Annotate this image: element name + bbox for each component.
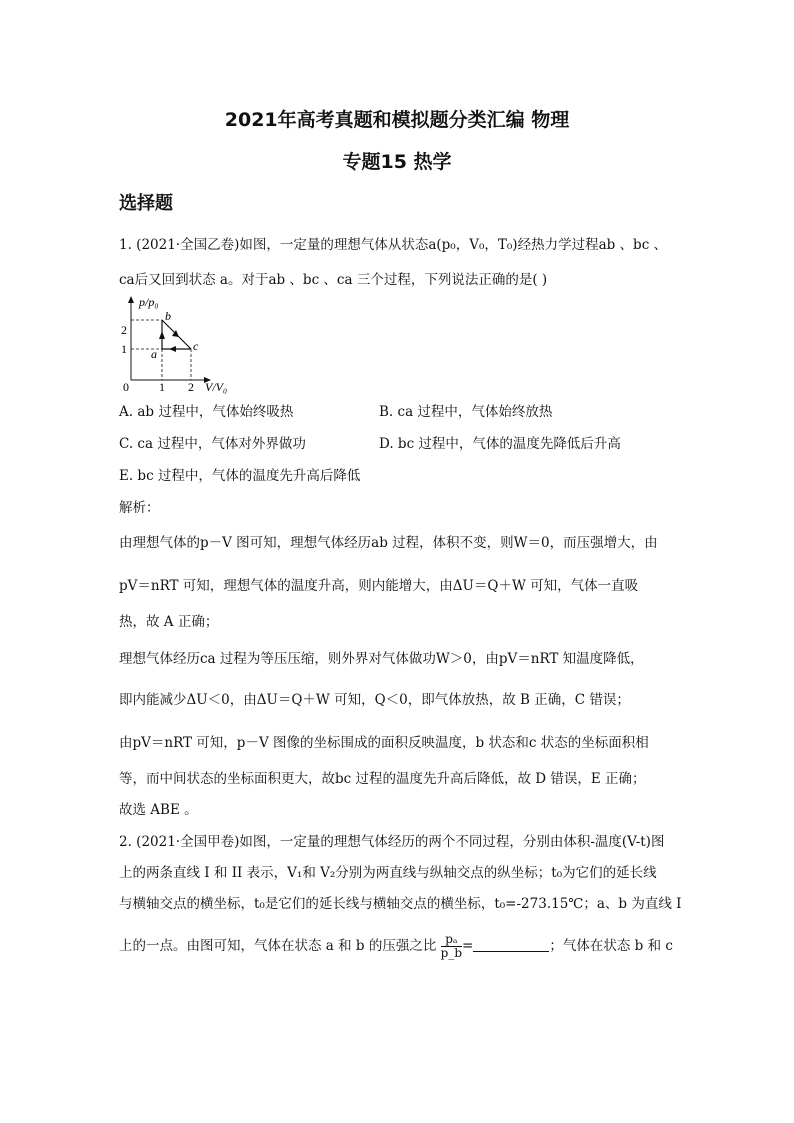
q2-line-4 — [119, 933, 673, 960]
answer-blank[interactable] — [473, 937, 549, 952]
x-tick-2: 2 — [188, 380, 194, 394]
analysis-line-7: 等，而中间状态的坐标面积更大，故bc 过程的温度先升高后降低，故 D 错误，E 正确； — [119, 771, 646, 787]
point-a-label: a — [151, 347, 157, 361]
analysis-line-5: 即内能减少ΔU＜0，由ΔU＝Q＋W 可知，Q＜0，即气体放热，故 B 正确，C 错误； — [119, 692, 630, 708]
point-b-label: b — [165, 309, 171, 323]
analysis-line-3: 热，故 A 正确； — [119, 614, 219, 630]
q2-line-3: 与横轴交点的横坐标，t₀是它们的延长线与横轴交点的横坐标，t₀=-273.15℃；a、b 为直线 I — [119, 896, 682, 912]
q2-line-4-start: 上的一点。由图可知，气体在状态 a 和 b 的压强之比 — [119, 938, 437, 954]
option-c: C. ca 过程中，气体对外界做功 — [119, 436, 306, 452]
q2-equals: = — [462, 938, 474, 954]
pressure-ratio-fraction — [441, 933, 462, 960]
y-axis-label: p/p₀ — [139, 295, 159, 309]
q1-line-1: 1. (2021·全国乙卷)如图，一定量的理想气体从状态a(p₀，V₀，T₀)经热力学过程ab 、bc 、 — [119, 237, 668, 253]
fraction-denominator: p_b — [440, 946, 463, 960]
option-e: E. bc 过程中，气体的温度先升高后降低 — [119, 468, 361, 484]
option-d: D. bc 过程中，气体的温度先降低后升高 — [379, 436, 621, 452]
q2-line-2: 上的两条直线 I 和 II 表示，V₁和 V₂分别为两直线与纵轴交点的纵坐标；t₀为它们的延长线 — [119, 865, 657, 881]
section-heading: 选择题 — [119, 193, 173, 214]
pv-graph — [112, 292, 252, 398]
q2-line-4-end: ；气体在状态 b 和 c — [549, 938, 673, 954]
option-a: A. ab 过程中，气体始终吸热 — [119, 404, 294, 420]
analysis-line-6: 由pV＝nRT 可知，p－V 图像的坐标围成的面积反映温度，b 状态和c 状态的坐标面积相 — [119, 735, 649, 751]
point-c-label: c — [193, 339, 199, 353]
document-title: 2021年高考真题和模拟题分类汇编 物理 — [224, 109, 570, 131]
fraction-numerator: pₐ — [441, 933, 462, 947]
analysis-line-8: 故选 ABE 。 — [119, 802, 198, 818]
analysis-line-2: pV＝nRT 可知，理想气体的温度升高，则内能增大，由ΔU＝Q＋W 可知，气体一直吸 — [119, 578, 639, 594]
y-tick-1: 1 — [121, 342, 127, 356]
q2-line-1: 2. (2021·全国甲卷)如图，一定量的理想气体经历的两个不同过程，分别由体积-温度(V-t)图 — [119, 834, 665, 850]
x-axis-label: V/V₀ — [205, 380, 228, 394]
x-tick-1: 1 — [159, 380, 165, 394]
analysis-line-1: 由理想气体的p－V 图可知，理想气体经历ab 过程，体积不变，则W＝0，而压强增大，由 — [119, 535, 658, 551]
analysis-label: 解析： — [119, 500, 160, 516]
y-tick-2: 2 — [121, 323, 127, 337]
analysis-line-4: 理想气体经历ca 过程为等压压缩，则外界对气体做功W＞0，由pV＝nRT 知温度降低， — [119, 651, 644, 667]
document-subtitle: 专题15 热学 — [342, 151, 452, 173]
origin-label: 0 — [123, 380, 129, 394]
option-b: B. ca 过程中，气体始终放热 — [379, 404, 553, 420]
q1-line-2: ca后又回到状态 a。对于ab 、bc 、ca 三个过程，下列说法正确的是( ) — [119, 272, 548, 288]
